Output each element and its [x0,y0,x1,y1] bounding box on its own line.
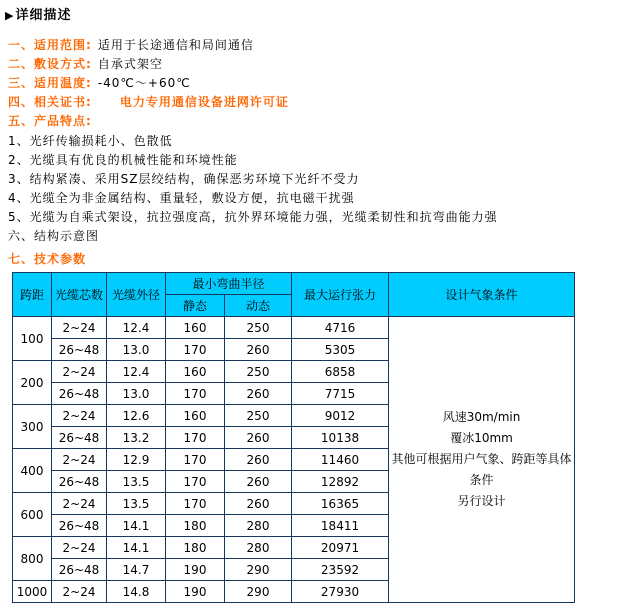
value-cell: 18411 [292,515,389,537]
value-cell: 20971 [292,537,389,559]
value-cell: 180 [166,515,225,537]
section-heading-tech-params: 七、技术参数 [8,252,87,266]
value-cell: 26~48 [52,339,107,361]
weather-conditions-cell [389,317,575,603]
value-cell: 290 [225,581,292,603]
feature-item: 4、光缆全为非金属结构、重量轻，敷设方便，抗电磁干扰强 [8,191,355,205]
value-cell: 2~24 [52,449,107,471]
value-cell: 170 [166,449,225,471]
value-cell: 27930 [292,581,389,603]
spec-value: 适用于长途通信和局间通信 [97,38,254,52]
feature-item: 3、结构紧凑、采用SZ层绞结构，确保恶劣环境下光纤不受力 [8,172,360,186]
value-cell: 170 [166,493,225,515]
value-cell: 7715 [292,383,389,405]
spec-list [8,36,623,131]
value-cell: 14.1 [107,515,166,537]
value-cell: 260 [225,427,292,449]
feature-list [8,132,623,246]
value-cell: 26~48 [52,383,107,405]
col-header-diameter: 光缆外径 [107,273,166,317]
spec-item [8,74,623,93]
span-cell: 600 [13,493,52,537]
value-cell: 16365 [292,493,389,515]
span-cell: 100 [13,317,52,361]
col-header-cores: 光缆芯数 [52,273,107,317]
span-cell: 400 [13,449,52,493]
col-header-static: 静态 [166,295,225,317]
value-cell: 11460 [292,449,389,471]
table-row [13,317,575,339]
value-cell: 13.2 [107,427,166,449]
page [0,4,623,603]
table-head [13,273,575,317]
value-cell: 260 [225,383,292,405]
col-header-weather: 设计气象条件 [389,273,575,317]
span-cell: 300 [13,405,52,449]
value-cell: 13.5 [107,471,166,493]
value-cell: 6858 [292,361,389,383]
value-cell: 190 [166,581,225,603]
spec-label: 一、适用范围: [8,38,92,52]
spec-item [8,112,623,131]
span-cell: 1000 [13,581,52,603]
value-cell: 26~48 [52,559,107,581]
value-cell: 13.0 [107,339,166,361]
value-cell: 250 [225,405,292,427]
value-cell: 170 [166,383,225,405]
value-cell: 250 [225,361,292,383]
spec-label: 二、敷设方式: [8,57,92,71]
value-cell: 2~24 [52,405,107,427]
value-cell: 12.6 [107,405,166,427]
value-cell: 14.8 [107,581,166,603]
value-cell: 2~24 [52,537,107,559]
feature-item: 5、光缆为自乘式架设，抗拉强度高，抗外界环境能力强，光缆柔韧性和抗弯曲能力强 [8,210,498,224]
value-cell: 14.1 [107,537,166,559]
value-cell: 26~48 [52,471,107,493]
value-cell: 260 [225,339,292,361]
value-cell: 26~48 [52,515,107,537]
value-cell: 280 [225,515,292,537]
value-cell: 260 [225,493,292,515]
value-cell: 12.9 [107,449,166,471]
value-cell: 2~24 [52,361,107,383]
weather-line: 其他可根据用户气象、跨距等具体条件 [391,452,572,487]
tech-params-table [12,272,575,603]
value-cell: 180 [166,537,225,559]
table-body [13,317,575,603]
value-cell: 190 [166,559,225,581]
page-title [5,4,623,23]
span-cell: 800 [13,537,52,581]
col-header-span: 跨距 [13,273,52,317]
span-cell: 200 [13,361,52,405]
feature-item: 六、结构示意图 [8,229,100,243]
value-cell: 9012 [292,405,389,427]
value-cell: 12.4 [107,361,166,383]
value-cell: 12.4 [107,317,166,339]
value-cell: 4716 [292,317,389,339]
value-cell: 250 [225,317,292,339]
value-cell: 2~24 [52,317,107,339]
spec-item [8,55,623,74]
col-header-dynamic: 动态 [225,295,292,317]
spec-item [8,93,623,112]
spec-label: 五、产品特点: [8,114,92,128]
weather-line: 覆冰10mm [450,431,513,445]
col-header-bend-radius: 最小弯曲半径 [166,273,292,295]
feature-item: 1、光纤传输损耗小、色散低 [8,134,173,148]
value-cell: 5305 [292,339,389,361]
spec-value: 电力专用通信设备进网许可证 [119,95,289,109]
value-cell: 2~24 [52,493,107,515]
value-cell: 260 [225,449,292,471]
page-title-text: 详细描述 [15,8,72,23]
spec-label: 四、相关证书: [8,95,92,109]
weather-line: 另行设计 [457,494,506,508]
value-cell: 14.7 [107,559,166,581]
spec-label: 三、适用温度: [8,76,92,90]
value-cell: 2~24 [52,581,107,603]
spec-item [8,36,623,55]
col-header-max-tension: 最大运行张力 [292,273,389,317]
value-cell: 290 [225,559,292,581]
value-cell: 160 [166,317,225,339]
value-cell: 12892 [292,471,389,493]
arrow-right-icon: ▶ [5,9,15,22]
value-cell: 10138 [292,427,389,449]
value-cell: 260 [225,471,292,493]
value-cell: 23592 [292,559,389,581]
value-cell: 170 [166,339,225,361]
weather-line: 风速30m/min [442,410,521,424]
spec-value: -40℃～+60℃ [97,76,191,90]
value-cell: 170 [166,427,225,449]
value-cell: 280 [225,537,292,559]
value-cell: 160 [166,405,225,427]
feature-item: 2、光缆具有优良的机械性能和环境性能 [8,153,238,167]
spec-value: 自承式架空 [97,57,163,71]
value-cell: 26~48 [52,427,107,449]
value-cell: 13.0 [107,383,166,405]
value-cell: 13.5 [107,493,166,515]
value-cell: 170 [166,471,225,493]
value-cell: 160 [166,361,225,383]
